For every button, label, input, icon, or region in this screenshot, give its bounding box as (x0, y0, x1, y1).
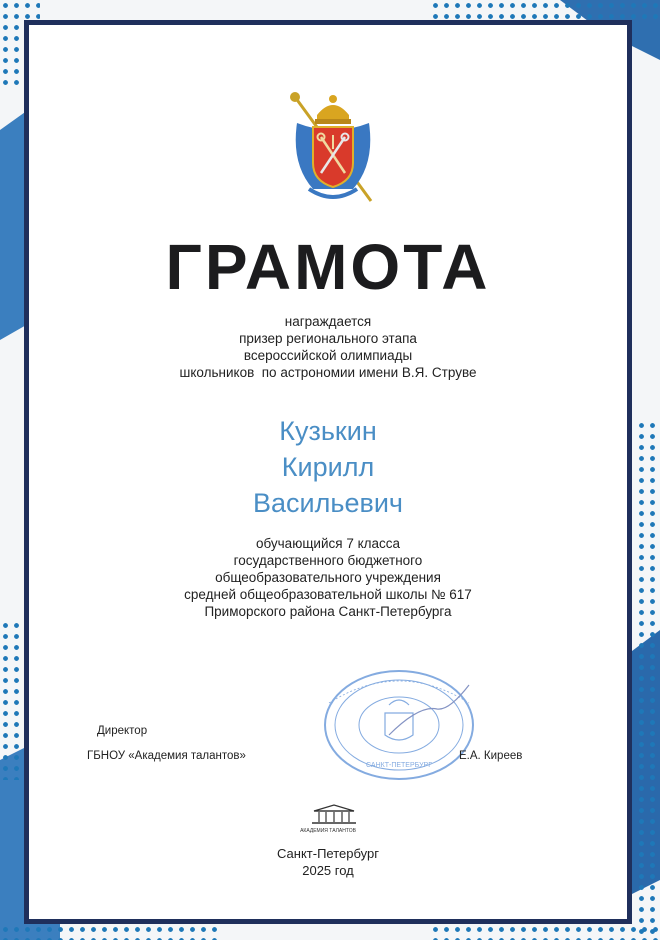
intro-line: всероссийской олимпиады (243, 348, 413, 363)
award-description (29, 313, 627, 381)
footer-city: Санкт-Петербург (277, 846, 379, 861)
dots-bottom-left (0, 924, 220, 940)
intro-line: награждается (284, 314, 372, 329)
footer (29, 845, 627, 879)
recipient-first-name: Кирилл (281, 452, 375, 482)
school-description (29, 535, 627, 620)
school-line: общеобразовательного учреждения (215, 570, 441, 585)
signatory-position: Директор (97, 725, 148, 737)
school-line: Приморского района Санкт-Петербурга (204, 604, 452, 619)
school-line: государственного бюджетного (233, 553, 423, 568)
intro-line: школьников по астрономии имени В.Я. Струве (179, 365, 477, 380)
certificate-title: ГРАМОТА (165, 231, 491, 303)
footer-year: 2025 год (302, 863, 354, 878)
dots-bottom-right (430, 924, 660, 940)
school-line: средней общеобразовательной школы № 617 (184, 587, 472, 602)
stamp-text: САНКТ-ПЕТЕРБУРГ (366, 762, 432, 769)
recipient-name (29, 413, 627, 521)
dots-top-right (430, 0, 660, 22)
recipient-surname: Кузькин (279, 416, 377, 446)
dots-right (636, 420, 660, 940)
signatory-organization: ГБНОУ «Академия талантов» (87, 750, 246, 762)
official-stamp (319, 665, 479, 785)
certificate-sheet (24, 20, 632, 924)
intro-line: призер регионального этапа (239, 331, 417, 346)
school-line: обучающийся 7 класса (255, 536, 401, 551)
dots-left (0, 620, 24, 780)
signatory-name: Е.А. Киреев (459, 750, 523, 762)
academy-logo-icon (299, 803, 369, 827)
recipient-patronymic: Васильевич (253, 488, 403, 518)
coat-of-arms-emblem (283, 89, 383, 209)
academy-logo-caption: АКАДЕМИЯ ТАЛАНТОВ (300, 828, 356, 834)
